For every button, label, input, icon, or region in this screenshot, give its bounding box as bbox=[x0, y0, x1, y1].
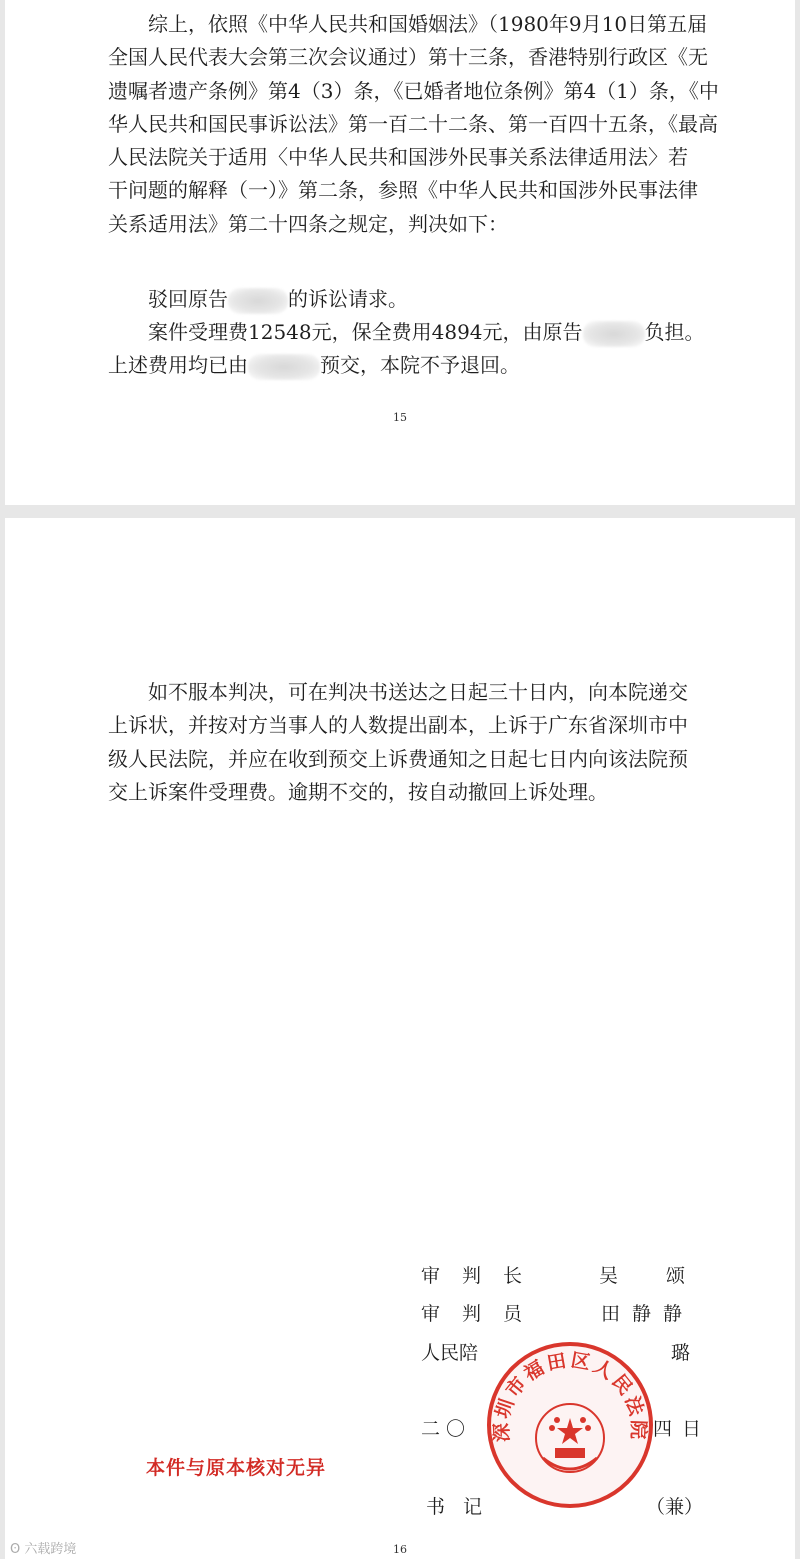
costs-text: 案件受理费12548元，保全费用4894元，由原告 bbox=[148, 320, 583, 344]
text-line bbox=[108, 316, 705, 349]
signature-name: 吴 颂 bbox=[599, 1265, 686, 1287]
date-end: 四日 bbox=[653, 1418, 712, 1440]
text-line: 华人民共和国民事诉讼法》第一百二十二条、第一百四十五条，《最高 bbox=[108, 111, 718, 136]
text-line: 综上，依照《中华人民共和国婚姻法》（1980年9月10日第五届 bbox=[148, 12, 708, 36]
redacted-name bbox=[583, 321, 645, 347]
page-number: 15 bbox=[393, 411, 407, 424]
judgment-basis-paragraph bbox=[108, 8, 719, 241]
costs-text: 负担。 bbox=[644, 320, 705, 344]
document-page-15 bbox=[5, 0, 795, 505]
redacted-name bbox=[248, 354, 320, 380]
text-line: 关系适用法》第二十四条之规定，判决如下： bbox=[108, 211, 508, 236]
watermark bbox=[10, 1538, 76, 1557]
clerk-note: （兼） bbox=[646, 1496, 704, 1518]
signature-name: 田静静 bbox=[601, 1303, 695, 1325]
verdict-text-start: 驳回原告 bbox=[148, 287, 228, 311]
signature-role: 书记 bbox=[426, 1496, 501, 1518]
signature-name: 璐 bbox=[671, 1342, 691, 1364]
date-start: 二〇 bbox=[421, 1418, 472, 1440]
signature-role: 审判长 bbox=[421, 1265, 545, 1287]
costs-text: 上述费用均已由 bbox=[108, 353, 248, 378]
text-line: 如不服本判决，可在判决书送达之日起三十日内，向本院递交 bbox=[148, 680, 688, 704]
costs-paragraph bbox=[108, 316, 705, 383]
redacted-name bbox=[228, 288, 288, 314]
verdict-paragraph bbox=[108, 283, 700, 316]
signature-role: 审判员 bbox=[421, 1303, 545, 1325]
costs-text: 预交，本院不予退回。 bbox=[320, 353, 520, 378]
text-line bbox=[108, 349, 700, 382]
verdict-text-end: 的诉讼请求。 bbox=[288, 287, 408, 311]
appeal-notice-paragraph bbox=[108, 676, 700, 809]
text-line: 全国人民代表大会第三次会议通过）第十三条，香港特别行政区《无 bbox=[108, 45, 708, 70]
text-line: 级人民法院，并应在收到预交上诉费通知之日起七日内向该法院预 bbox=[108, 746, 688, 771]
text-line: 人民法院关于适用〈中华人民共和国涉外民事关系法律适用法〉若 bbox=[108, 145, 688, 170]
watermark-text: 六载跨境 bbox=[24, 1542, 77, 1557]
court-seal bbox=[485, 1340, 655, 1510]
text-line: 干问题的解释（一）》第二条，参照《中华人民共和国涉外民事法律 bbox=[108, 178, 698, 203]
text-line bbox=[108, 283, 700, 316]
page-number: 16 bbox=[393, 1543, 407, 1556]
seal-text: 深圳市福田区人民法院 bbox=[490, 1349, 650, 1443]
text-line: 交上诉案件受理费。逾期不交的，按自动撤回上诉处理。 bbox=[108, 779, 608, 804]
text-line: 上诉状，并按对方当事人的人数提出副本，上诉于广东省深圳市中 bbox=[108, 713, 688, 738]
signature-role: 人民陪 bbox=[421, 1342, 479, 1364]
watermark-icon: ʘ bbox=[10, 1542, 21, 1557]
certification-stamp: 本件与原本核对无异 bbox=[146, 1457, 327, 1479]
text-line: 遗嘱者遗产条例》第4（3）条，《已婚者地位条例》第4（1）条，《中 bbox=[108, 78, 719, 103]
document-page-16 bbox=[5, 518, 795, 1559]
